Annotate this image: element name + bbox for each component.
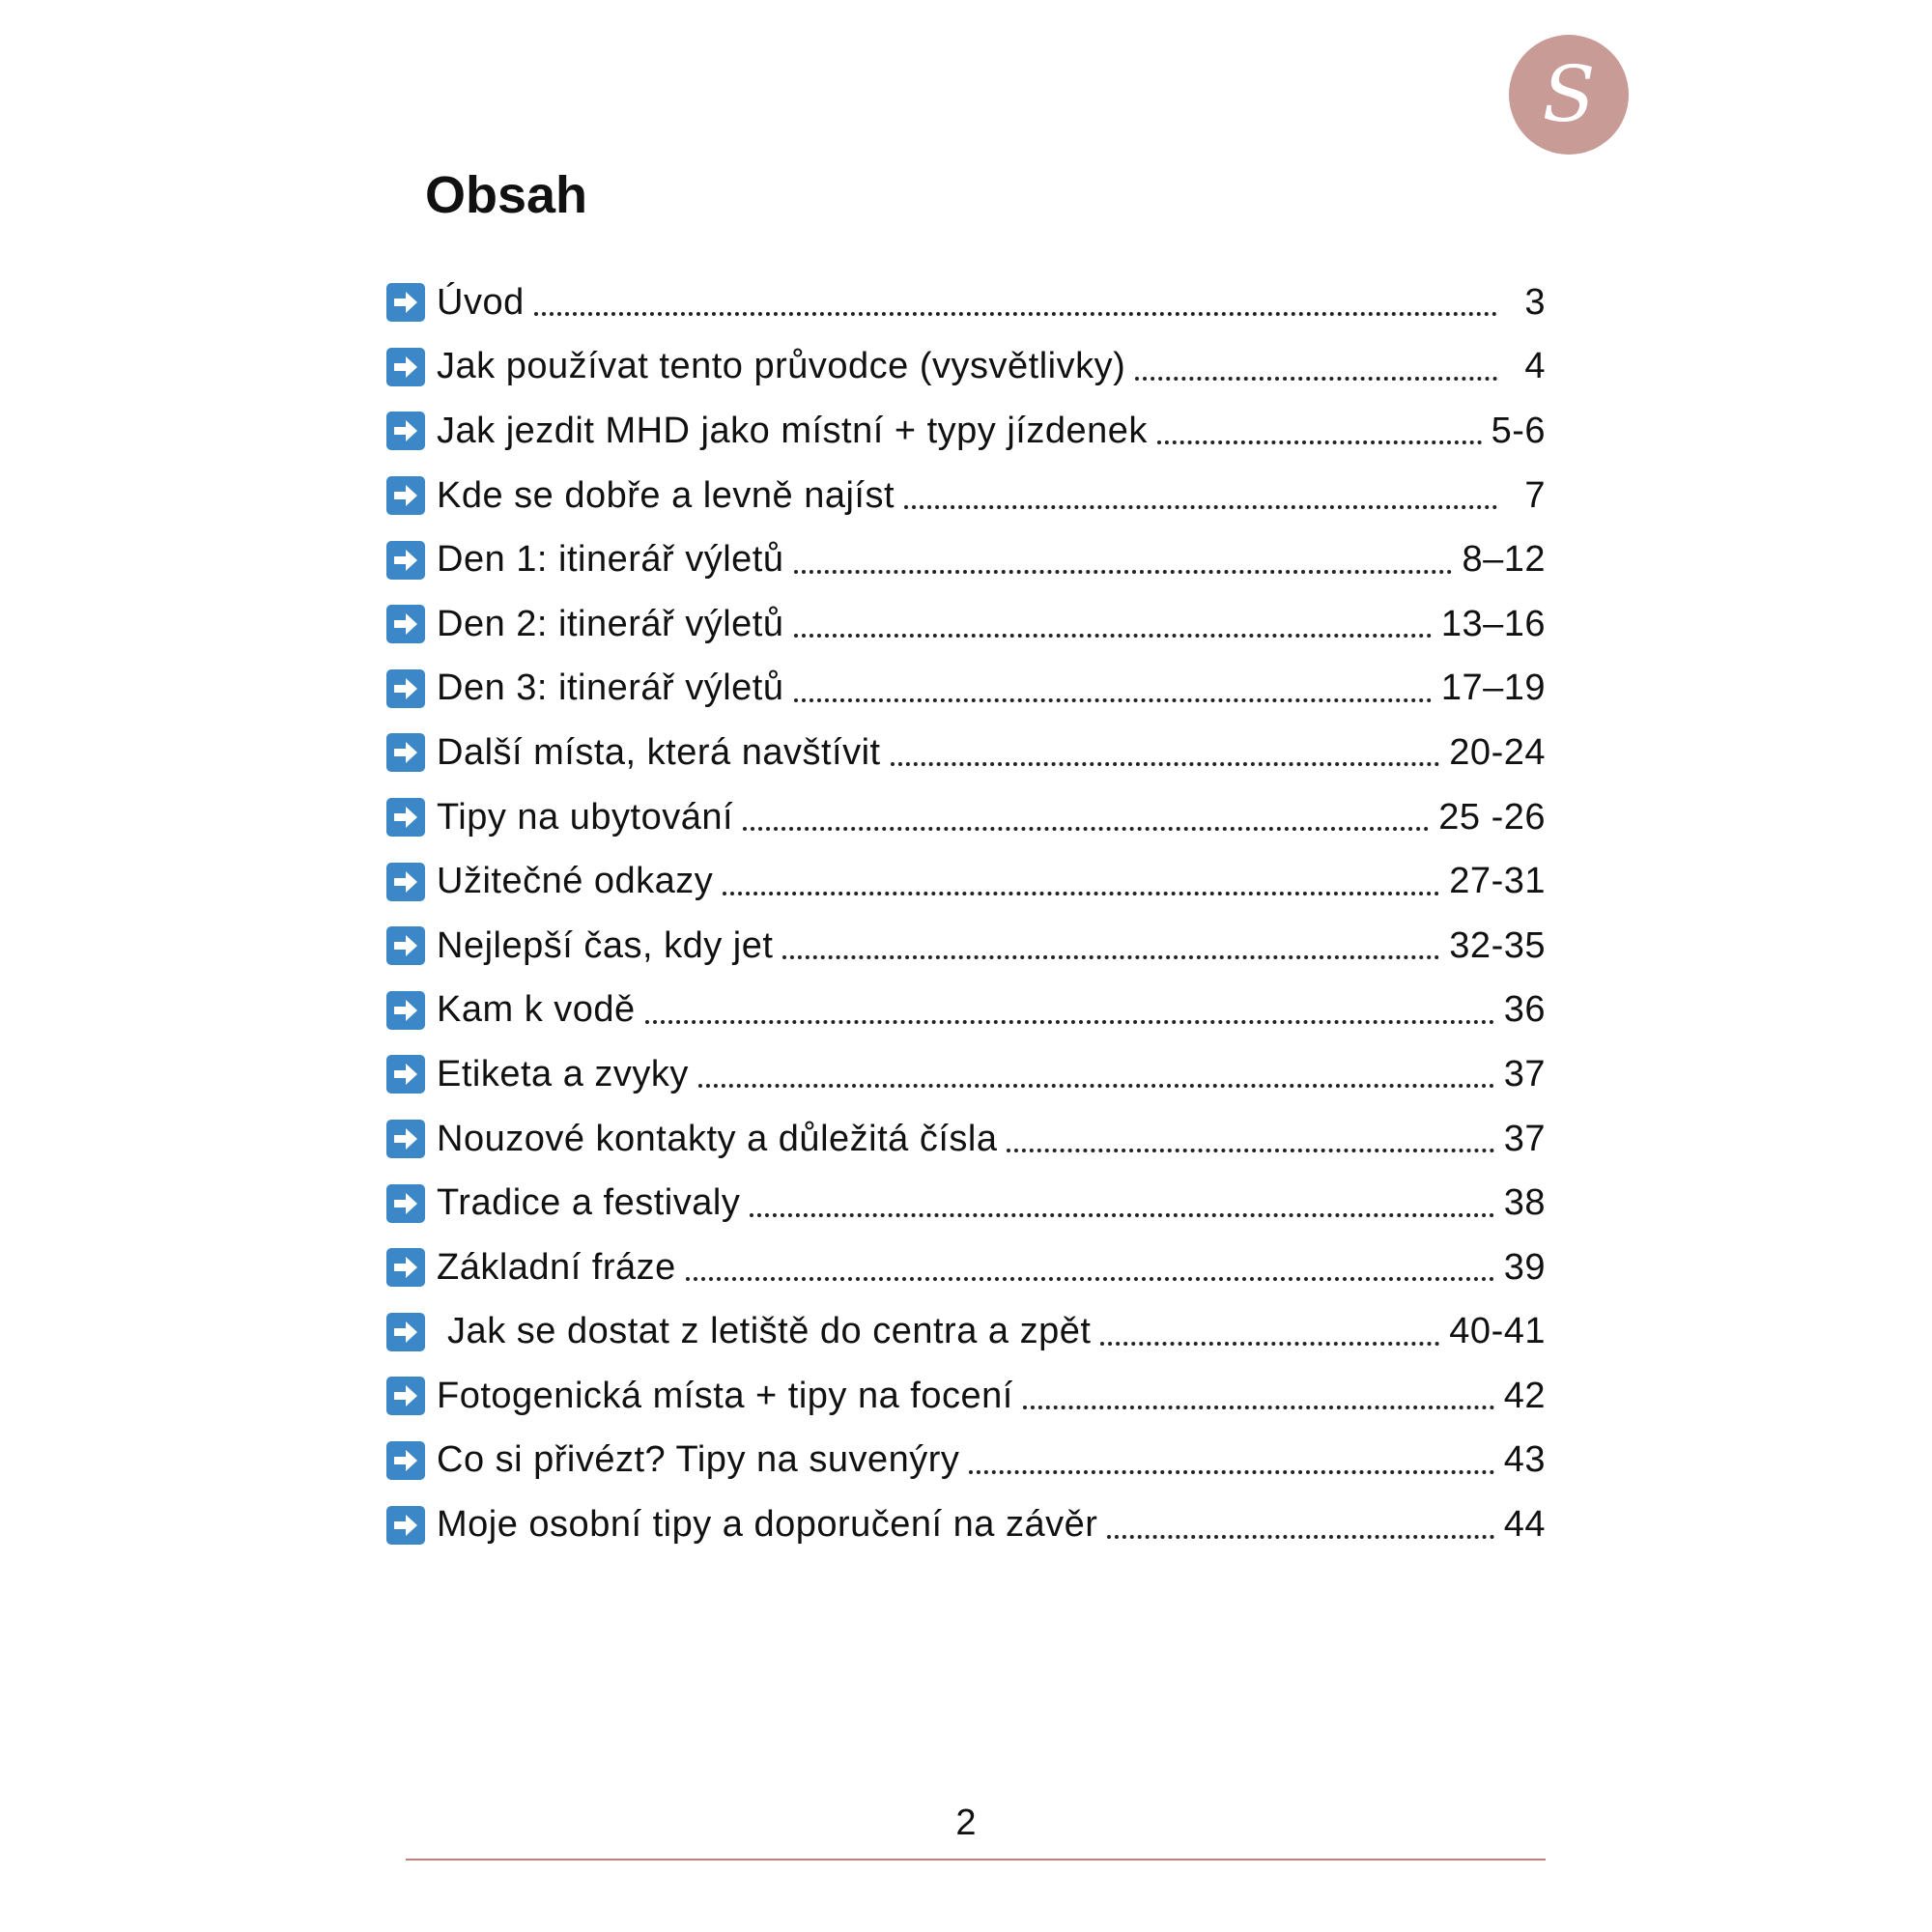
toc-entry-title: Den 1: itinerář výletů: [437, 539, 784, 581]
page-number: 2: [955, 1803, 977, 1843]
dot-leader: [1107, 1535, 1493, 1539]
footer-divider: [406, 1859, 1546, 1861]
toc-entry[interactable]: [386, 1236, 1546, 1300]
dot-leader: [534, 312, 1497, 316]
dot-leader: [794, 634, 1432, 638]
dot-leader: [904, 505, 1497, 509]
dot-leader: [645, 1020, 1494, 1024]
right-arrow-icon: [386, 541, 425, 580]
toc-entry[interactable]: [386, 335, 1546, 400]
right-arrow-icon: [386, 1377, 425, 1415]
dot-leader: [686, 1277, 1494, 1281]
toc-entry-title: Užitečné odkazy: [437, 861, 714, 902]
dot-leader: [794, 698, 1432, 702]
toc-entry[interactable]: [386, 592, 1546, 657]
toc-entry-page: 44: [1503, 1504, 1546, 1546]
dot-leader: [891, 762, 1440, 766]
right-arrow-icon: [386, 1441, 425, 1480]
right-arrow-icon: [386, 605, 425, 643]
toc-entry[interactable]: [386, 1171, 1546, 1236]
toc-entry-page: 13–16: [1440, 603, 1546, 644]
toc-entry[interactable]: [386, 527, 1546, 592]
toc-entry[interactable]: [386, 399, 1546, 464]
toc-entry-title: Nejlepší čas, kdy jet: [437, 924, 774, 966]
toc-entry-title: Den 3: itinerář výletů: [437, 668, 784, 709]
toc-entry[interactable]: [386, 464, 1546, 528]
toc-entry[interactable]: [386, 849, 1546, 914]
right-arrow-icon: [386, 991, 425, 1030]
dot-leader: [1100, 1342, 1439, 1346]
right-arrow-icon: [386, 1313, 425, 1351]
page-title: Obsah: [425, 166, 588, 224]
toc-entry[interactable]: [386, 1107, 1546, 1172]
toc-entry-page: 37: [1503, 1118, 1546, 1159]
toc-entry-title: Úvod: [437, 281, 525, 323]
toc-entry-page: 27-31: [1449, 861, 1546, 902]
toc-entry-title: Moje osobní tipy a doporučení na závěr: [437, 1504, 1098, 1546]
toc-entry[interactable]: [386, 270, 1546, 335]
toc-entry-page: 3: [1524, 281, 1546, 323]
toc-entry-title: Tradice a festivaly: [437, 1182, 741, 1224]
dot-leader: [723, 892, 1439, 895]
toc-entry-page: 43: [1503, 1439, 1546, 1481]
toc-entry-title: Nouzové kontakty a důležitá čísla: [437, 1118, 998, 1159]
right-arrow-icon: [386, 283, 425, 322]
right-arrow-icon: [386, 863, 425, 901]
toc-entry-page: 17–19: [1440, 668, 1546, 709]
dot-leader: [698, 1084, 1494, 1088]
dot-leader: [1023, 1406, 1494, 1409]
toc-entry-title: Další místa, která navštívit: [437, 731, 881, 773]
toc-entry-page: 39: [1503, 1246, 1546, 1288]
dot-leader: [743, 827, 1429, 831]
toc-entry-title: Jak jezdit MHD jako místní + typy jízdenek: [437, 410, 1148, 451]
toc-entry-page: 4: [1524, 346, 1546, 387]
toc-entry-page: 5-6: [1491, 410, 1546, 451]
toc-entry-title: Jak se dostat z letiště do centra a zpět: [437, 1311, 1092, 1352]
toc-entry-page: 42: [1503, 1375, 1546, 1416]
toc-entry[interactable]: [386, 979, 1546, 1043]
right-arrow-icon: [386, 476, 425, 515]
right-arrow-icon: [386, 1506, 425, 1545]
toc-entry-page: 36: [1503, 989, 1546, 1031]
right-arrow-icon: [386, 1055, 425, 1094]
logo-letter: S: [1542, 49, 1596, 139]
toc-entry-page: 32-35: [1449, 924, 1546, 966]
toc-entry-title: Kde se dobře a levně najíst: [437, 474, 895, 516]
toc-entry[interactable]: [386, 785, 1546, 850]
toc-entry-page: 40-41: [1449, 1311, 1546, 1352]
toc-entry[interactable]: [386, 1492, 1546, 1557]
toc-entry-page: 38: [1503, 1182, 1546, 1224]
dot-leader: [1135, 377, 1497, 381]
toc-entry-title: Fotogenická místa + tipy na focení: [437, 1375, 1013, 1416]
dot-leader: [1007, 1149, 1493, 1152]
toc-entry-title: Jak používat tento průvodce (vysvětlivky): [437, 346, 1126, 387]
right-arrow-icon: [386, 1248, 425, 1287]
toc-entry[interactable]: [386, 721, 1546, 785]
toc-entry[interactable]: [386, 1300, 1546, 1365]
dot-leader: [969, 1470, 1493, 1474]
right-arrow-icon: [386, 926, 425, 965]
toc-entry[interactable]: [386, 657, 1546, 722]
right-arrow-icon: [386, 798, 425, 837]
right-arrow-icon: [386, 1184, 425, 1223]
toc-entry-page: 25 -26: [1438, 796, 1546, 838]
dot-leader: [1157, 440, 1482, 444]
right-arrow-icon: [386, 669, 425, 708]
toc-entry-page: 8–12: [1462, 539, 1546, 581]
toc-entry-page: 7: [1524, 474, 1546, 516]
table-of-contents: [386, 270, 1546, 1557]
toc-entry-title: Etiketa a zvyky: [437, 1053, 689, 1094]
toc-entry-title: Základní fráze: [437, 1246, 676, 1288]
toc-entry[interactable]: [386, 1042, 1546, 1107]
right-arrow-icon: [386, 1120, 425, 1158]
brand-logo: [1509, 35, 1629, 155]
toc-entry[interactable]: [386, 1429, 1546, 1493]
toc-entry-page: 20-24: [1449, 731, 1546, 773]
toc-entry-title: Den 2: itinerář výletů: [437, 603, 784, 644]
right-arrow-icon: [386, 412, 425, 450]
dot-leader: [782, 955, 1439, 959]
toc-entry-title: Tipy na ubytování: [437, 796, 734, 838]
right-arrow-icon: [386, 733, 425, 772]
toc-entry-title: Kam k vodě: [437, 989, 636, 1031]
toc-entry[interactable]: [386, 914, 1546, 979]
toc-entry-page: 37: [1503, 1053, 1546, 1094]
dot-leader: [794, 570, 1453, 574]
toc-entry[interactable]: [386, 1364, 1546, 1429]
toc-entry-title: Co si přivézt? Tipy na suvenýry: [437, 1439, 960, 1481]
dot-leader: [750, 1213, 1493, 1217]
right-arrow-icon: [386, 348, 425, 386]
